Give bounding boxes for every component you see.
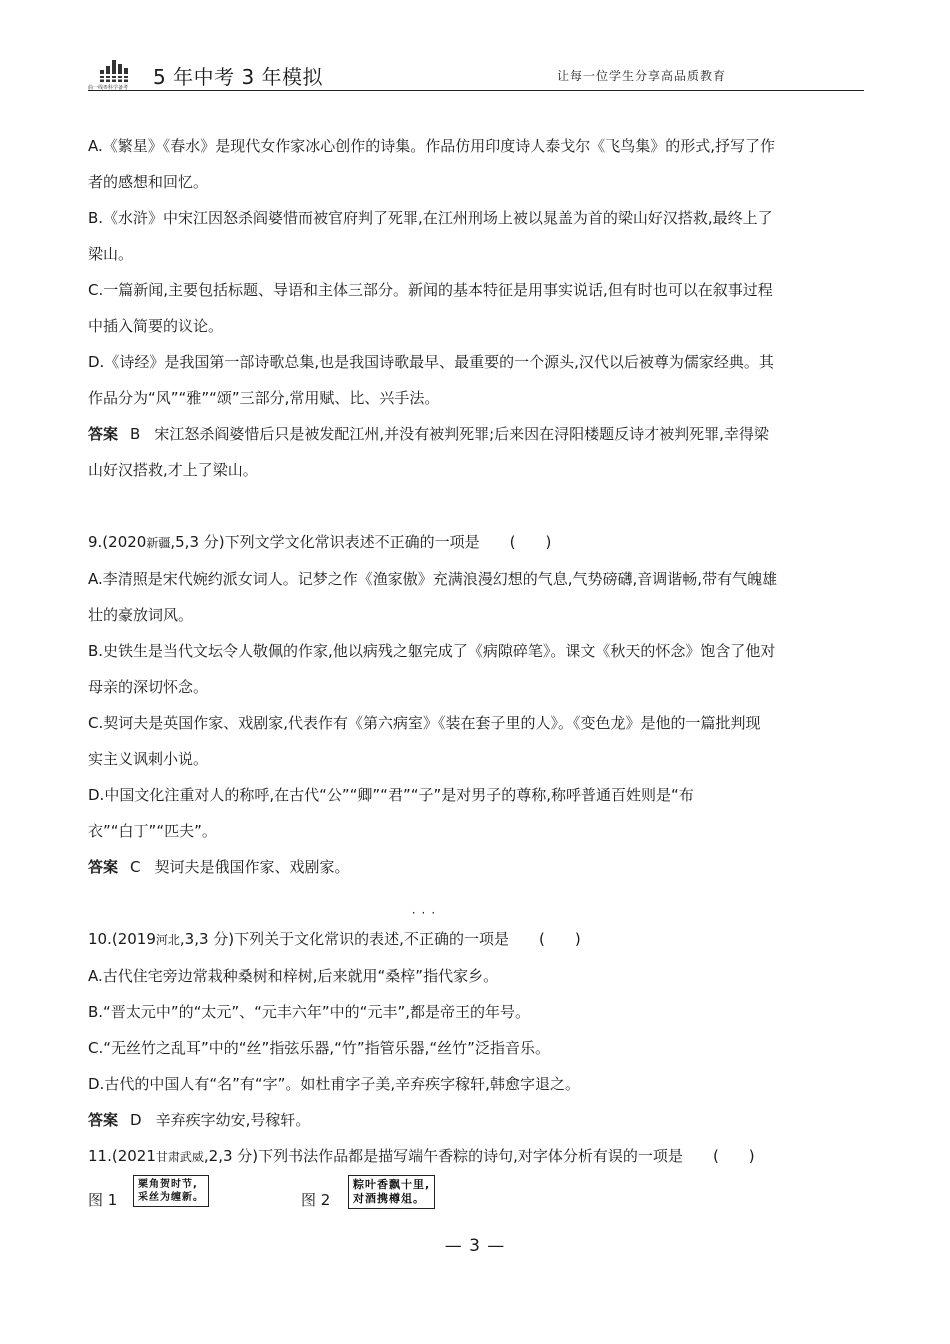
answer-bracket: ( ) bbox=[712, 1147, 755, 1165]
logo-caption: 曲一线®科学备考 bbox=[88, 85, 129, 91]
page-content bbox=[88, 128, 864, 1215]
q10-option-d: D.古代的中国人有“名”有“字”。如杜甫字子美,辛弃疾字稼轩,韩愈字退之。 bbox=[88, 1075, 580, 1093]
emphasis-text: ··· 不正确 bbox=[403, 906, 449, 948]
answer-bracket: ( ) bbox=[538, 930, 581, 948]
q8-answer: 答案 B 宋江怒杀阎婆惜后只是被发配江州,并没有被判死罪;后来因在浔阳楼题反诗才被判死罪,幸得梁 山好汉搭救,才上了梁山。 bbox=[88, 425, 769, 479]
page-header bbox=[88, 52, 864, 92]
q9-option-b: B.史铁生是当代文坛令人敬佩的作家,他以病残之躯完成了《病隙碎笔》。课文《秋天的怀念》饱含了他对 母亲的深切怀念。 bbox=[88, 642, 776, 696]
q9-answer bbox=[88, 849, 864, 885]
answer-letter: C bbox=[130, 858, 141, 876]
answer-letter: D bbox=[130, 1111, 142, 1129]
q8-option-d: D.《诗经》是我国第一部诗歌总集,也是我国诗歌最早、最重要的一个源头,汉代以后被尊为儒家经典。其 作品分为“风”“雅”“颂”三部分,常用赋、比、兴手法。 bbox=[88, 353, 774, 407]
bar-chart-logo-icon bbox=[98, 56, 134, 84]
q9-option-a: A.李清照是宋代婉约派女词人。记梦之作《渔家傲》充满浪漫幻想的气息,气势磅礴,音调谐畅,带有气魄雄 壮的豪放词风。 bbox=[88, 570, 778, 624]
question-11 bbox=[88, 1138, 864, 1215]
q9-option-c: C.契诃夫是英国作家、戏剧家,代表作有《第六病室》《装在套子里的人》。《变色龙》是他的一篇批判现 实主义讽刺小说。 bbox=[88, 714, 761, 768]
figure-2-calligraphy: 粽叶香飘十里, 对酒携樽俎。 bbox=[348, 1175, 435, 1209]
answer-label: 答案 bbox=[88, 425, 119, 443]
q8-option-c: C.一篇新闻,主要包括标题、导语和主体三部分。新闻的基本特征是用事实说话,但有时也可以在叙事过程 中插入简要的议论。 bbox=[88, 281, 773, 335]
q10-option-c: C.“无丝竹之乱耳”中的“丝”指弦乐器,“竹”指管乐器,“丝竹”泛指音乐。 bbox=[88, 1039, 550, 1057]
question-9 bbox=[88, 524, 864, 885]
q10-option-a: A.古代住宅旁边常栽种桑树和梓树,后来就用“桑梓”指代家乡。 bbox=[88, 967, 499, 985]
answer-explanation: 宋江怒杀阎婆惜后只是被发配江州,并没有被判死罪;后来因在浔阳楼题反诗才被判死罪,幸得梁 bbox=[154, 425, 769, 443]
q8-option-b: B.《水浒》中宋江因怒杀阎婆惜而被官府判了死罪,在江州刑场上被以晁盖为首的梁山好汉搭救,最终上了 梁山。 bbox=[88, 209, 773, 263]
figure-2-label: 图 2 bbox=[301, 1191, 331, 1209]
question-10 bbox=[88, 906, 864, 1138]
q8-option-a: A.《繁星》《春水》是现代女作家冰心创作的诗集。作品仿用印度诗人泰戈尔《飞鸟集》的形式,抒写了作 者的感想和回忆。 bbox=[88, 137, 776, 191]
answer-explanation: 辛弃疾字幼安,号稼轩。 bbox=[155, 1111, 311, 1129]
calligraphy-figures bbox=[88, 1175, 864, 1215]
page-number: — 3 — bbox=[444, 1236, 506, 1256]
figure-1-label: 图 1 bbox=[88, 1191, 118, 1209]
answer-letter: B bbox=[130, 425, 141, 443]
q9-stem: 9.(2020新疆,5,3 分)下列文学文化常识表述不正确的一项是 ( ) bbox=[88, 524, 864, 561]
header-divider bbox=[88, 90, 864, 91]
header-slogan: 让每一位学生分享高品质教育 bbox=[556, 69, 726, 83]
figure-1-calligraphy: 䅇角贺时节, 采丝为缠新。 bbox=[133, 1175, 209, 1207]
answer-label: 答案 bbox=[88, 1111, 119, 1129]
q10-option-b: B.“晋太元中”的“太元”、“元丰六年”中的“元丰”,都是帝王的年号。 bbox=[88, 1003, 530, 1021]
q10-answer bbox=[88, 1102, 864, 1138]
answer-label: 答案 bbox=[88, 858, 119, 876]
answer-bracket: ( ) bbox=[509, 533, 552, 551]
answer-explanation: 契诃夫是俄国作家、戏剧家。 bbox=[154, 858, 350, 876]
question-8 bbox=[88, 128, 864, 488]
brand-title: 5 年中考 3 年模拟 bbox=[153, 65, 324, 89]
q11-stem: 11.(2021甘肃武威,2,3 分)下列书法作品都是描写端午香粽的诗句,对字体分析有误的一项是 ( ) bbox=[88, 1138, 864, 1175]
q9-option-d: D.中国文化注重对人的称呼,在古代“公”“卿”“君”“子”是对男子的尊称,称呼普通百姓则是“布 衣”“白丁”“匹夫”。 bbox=[88, 786, 694, 840]
emphasis-dots: ··· bbox=[411, 906, 442, 920]
q10-stem: 10.(2019河北,3,3 分)下列关于文化常识的表述, ··· 不正确的一项是 ( ) bbox=[88, 921, 864, 958]
